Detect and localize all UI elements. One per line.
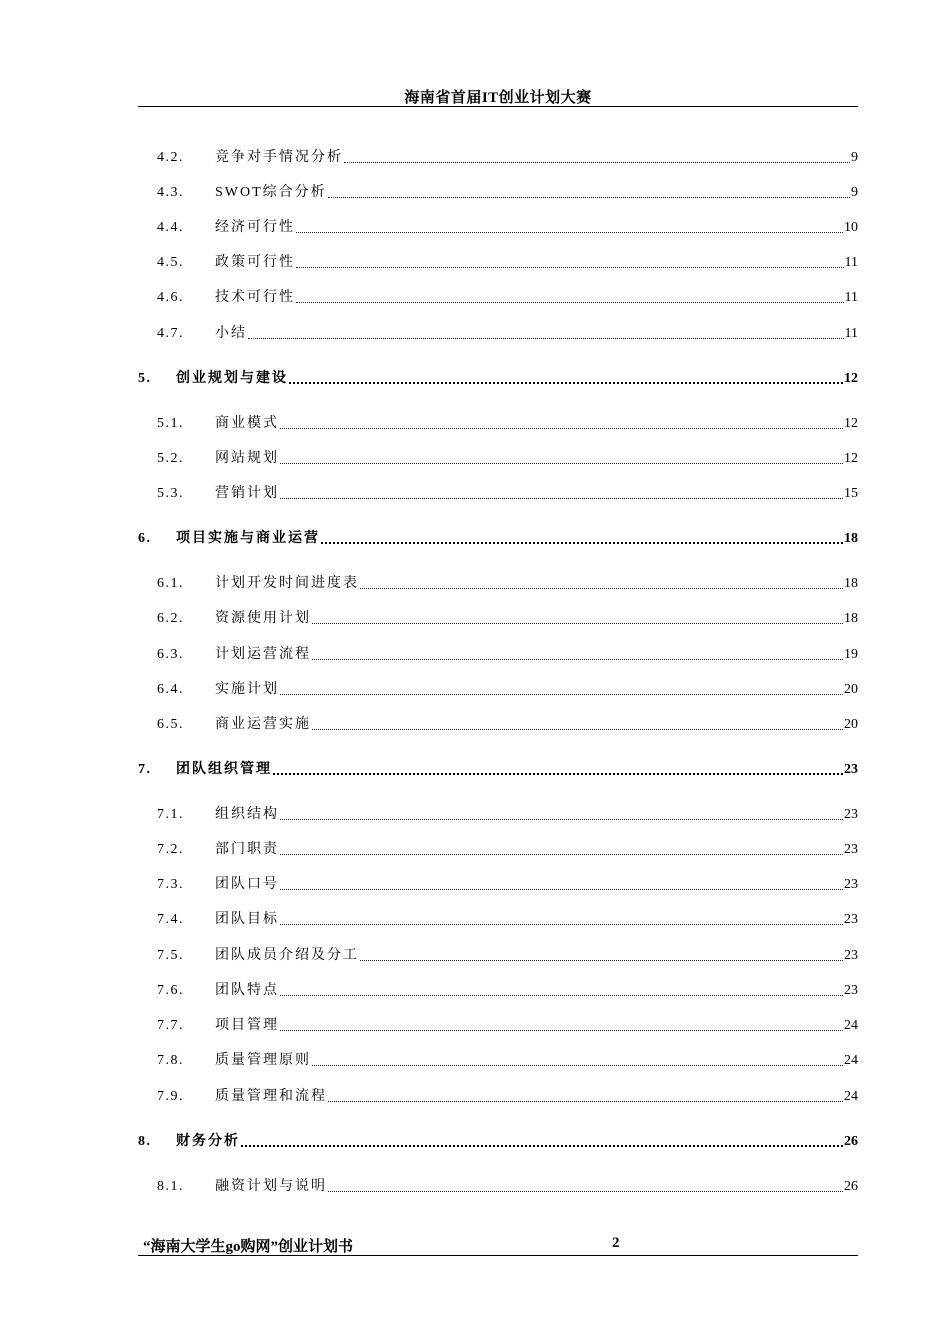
toc-section-entry[interactable] xyxy=(157,183,858,203)
toc-entry-page: 20 xyxy=(844,717,858,732)
toc-entry-title: 项目实施与商业运营 xyxy=(176,531,320,546)
toc-entry-title: 实施计划 xyxy=(215,682,279,697)
toc-dot-leader xyxy=(296,267,844,268)
toc-entry-title: 创业规划与建设 xyxy=(176,371,288,386)
toc-entry-title: 项目管理 xyxy=(215,1018,279,1033)
toc-entry-number: 7.3. xyxy=(157,877,184,892)
toc-entry-page: 23 xyxy=(844,807,858,822)
toc-entry-page: 24 xyxy=(844,1053,858,1068)
toc-entry-title: 计划开发时间进度表 xyxy=(215,576,359,591)
toc-section-entry[interactable] xyxy=(157,218,858,238)
toc-dot-leader xyxy=(312,623,843,624)
toc-dot-leader xyxy=(280,995,843,996)
toc-section-entry[interactable] xyxy=(157,574,858,594)
toc-entry-page: 23 xyxy=(844,842,858,857)
toc-entry-title: 资源使用计划 xyxy=(215,611,311,626)
toc-dot-leader xyxy=(328,1191,843,1192)
toc-dot-leader xyxy=(280,1030,843,1031)
toc-entry-page: 20 xyxy=(844,682,858,697)
toc-entry-number: 4.2. xyxy=(157,150,184,165)
toc-entry-number: 7.4. xyxy=(157,912,184,927)
toc-section-entry[interactable] xyxy=(157,449,858,469)
toc-entry-title: 融资计划与说明 xyxy=(215,1179,327,1194)
toc-entry-title: 团队成员介绍及分工 xyxy=(215,948,359,963)
toc-entry-page: 23 xyxy=(844,877,858,892)
toc-dot-leader xyxy=(321,542,843,544)
toc-entry-title: 团队口号 xyxy=(215,877,279,892)
toc-entry-title: 经济可行性 xyxy=(215,220,295,235)
toc-entry-number: 4.5. xyxy=(157,255,184,270)
toc-entry-page: 15 xyxy=(844,486,858,501)
toc-dot-leader xyxy=(280,694,843,695)
toc-entry-page: 26 xyxy=(844,1134,858,1149)
toc-entry-title: 网站规划 xyxy=(215,451,279,466)
toc-entry-page: 18 xyxy=(844,576,858,591)
toc-entry-number: 8. xyxy=(138,1134,152,1149)
toc-section-entry[interactable] xyxy=(157,324,858,344)
toc-entry-title: 商业模式 xyxy=(215,416,279,431)
footer-doc-title: “海南大学生go购网”创业计划书 xyxy=(143,1239,354,1255)
toc-section-entry[interactable] xyxy=(157,253,858,273)
toc-entry-page: 12 xyxy=(844,416,858,431)
toc-dot-leader xyxy=(280,854,843,855)
toc-chapter-entry[interactable] xyxy=(138,1132,858,1152)
toc-entry-number: 7.2. xyxy=(157,842,184,857)
toc-section-entry[interactable] xyxy=(157,484,858,504)
toc-entry-title: 营销计划 xyxy=(215,486,279,501)
toc-dot-leader xyxy=(360,588,843,589)
toc-entry-number: 7.6. xyxy=(157,983,184,998)
footer-page-number: 2 xyxy=(612,1235,620,1251)
toc-dot-leader xyxy=(248,338,844,339)
toc-entry-title: 商业运营实施 xyxy=(215,717,311,732)
toc-entry-page: 23 xyxy=(844,983,858,998)
toc-entry-page: 24 xyxy=(844,1089,858,1104)
toc-entry-page: 23 xyxy=(844,912,858,927)
toc-entry-number: 5. xyxy=(138,371,152,386)
toc-dot-leader xyxy=(328,197,850,198)
toc-entry-page: 9 xyxy=(851,150,858,165)
toc-dot-leader xyxy=(344,162,850,163)
toc-entry-title: 团队目标 xyxy=(215,912,279,927)
toc-section-entry[interactable] xyxy=(157,1016,858,1036)
toc-section-entry[interactable] xyxy=(157,981,858,1001)
toc-section-entry[interactable] xyxy=(157,680,858,700)
toc-dot-leader xyxy=(296,302,844,303)
toc-entry-page: 23 xyxy=(844,948,858,963)
toc-section-entry[interactable] xyxy=(157,609,858,629)
toc-entry-title: 质量管理和流程 xyxy=(215,1089,327,1104)
toc-dot-leader xyxy=(312,729,843,730)
toc-entry-number: 6. xyxy=(138,531,152,546)
toc-entry-number: 8.1. xyxy=(157,1179,184,1194)
toc-entry-number: 7.7. xyxy=(157,1018,184,1033)
toc-entry-title: SWOT综合分析 xyxy=(215,185,327,200)
toc-section-entry[interactable] xyxy=(157,1177,858,1197)
toc-entry-number: 4.7. xyxy=(157,326,184,341)
toc-entry-title: 部门职责 xyxy=(215,842,279,857)
toc-entry-number: 6.2. xyxy=(157,611,184,626)
toc-entry-title: 技术可行性 xyxy=(215,290,295,305)
toc-entry-page: 26 xyxy=(844,1179,858,1194)
toc-dot-leader xyxy=(312,659,843,660)
toc-entry-page: 11 xyxy=(844,326,858,341)
toc-entry-page: 23 xyxy=(844,762,858,777)
toc-entry-page: 10 xyxy=(844,220,858,235)
toc-entry-number: 4.4. xyxy=(157,220,184,235)
toc-entry-number: 7. xyxy=(138,762,152,777)
toc-entry-page: 12 xyxy=(844,371,858,386)
toc-dot-leader xyxy=(280,819,843,820)
toc-section-entry[interactable] xyxy=(157,645,858,665)
toc-dot-leader xyxy=(289,382,843,384)
toc-entry-number: 7.8. xyxy=(157,1053,184,1068)
toc-dot-leader xyxy=(360,960,843,961)
toc-dot-leader xyxy=(312,1065,843,1066)
toc-dot-leader xyxy=(273,773,843,775)
toc-entry-title: 质量管理原则 xyxy=(215,1053,311,1068)
toc-dot-leader xyxy=(280,889,843,890)
toc-entry-number: 6.3. xyxy=(157,647,184,662)
toc-section-entry[interactable] xyxy=(157,910,858,930)
toc-dot-leader xyxy=(328,1101,843,1102)
toc-chapter-entry[interactable] xyxy=(138,760,858,780)
toc-entry-number: 6.1. xyxy=(157,576,184,591)
toc-entry-number: 7.9. xyxy=(157,1089,184,1104)
toc-entry-page: 18 xyxy=(844,611,858,626)
toc-chapter-entry[interactable] xyxy=(138,369,858,389)
toc-entry-number: 4.6. xyxy=(157,290,184,305)
toc-section-entry[interactable] xyxy=(157,805,858,825)
toc-entry-number: 5.1. xyxy=(157,416,184,431)
toc-section-entry[interactable] xyxy=(157,1087,858,1107)
header-title: 海南省首届IT创业计划大赛 xyxy=(404,90,592,106)
toc-entry-page: 11 xyxy=(844,255,858,270)
toc-chapter-entry[interactable] xyxy=(138,529,858,549)
toc-entry-number: 6.5. xyxy=(157,717,184,732)
toc-entry-title: 竞争对手情况分析 xyxy=(215,150,343,165)
toc-dot-leader xyxy=(280,428,843,429)
toc-entry-page: 12 xyxy=(844,451,858,466)
toc-entry-page: 19 xyxy=(844,647,858,662)
toc-section-entry[interactable] xyxy=(157,288,858,308)
toc-dot-leader xyxy=(280,463,843,464)
toc-section-entry[interactable] xyxy=(157,715,858,735)
toc-entry-title: 团队组织管理 xyxy=(176,762,272,777)
toc-section-entry[interactable] xyxy=(157,1051,858,1071)
toc-entry-page: 11 xyxy=(844,290,858,305)
toc-entry-number: 7.1. xyxy=(157,807,184,822)
toc-entry-number: 5.2. xyxy=(157,451,184,466)
toc-entry-title: 组织结构 xyxy=(215,807,279,822)
toc-section-entry[interactable] xyxy=(157,148,858,168)
toc-entry-page: 9 xyxy=(851,185,858,200)
toc-section-entry[interactable] xyxy=(157,840,858,860)
toc-entry-number: 4.3. xyxy=(157,185,184,200)
toc-dot-leader xyxy=(280,498,843,499)
toc-entry-title: 财务分析 xyxy=(176,1134,240,1149)
toc-entry-title: 小结 xyxy=(215,326,247,341)
toc-entry-title: 政策可行性 xyxy=(215,255,295,270)
toc-section-entry[interactable] xyxy=(157,946,858,966)
toc-entry-title: 团队特点 xyxy=(215,983,279,998)
toc-section-entry[interactable] xyxy=(157,414,858,434)
toc-entry-number: 7.5. xyxy=(157,948,184,963)
toc-entry-title: 计划运营流程 xyxy=(215,647,311,662)
footer-rule xyxy=(138,1255,858,1256)
toc-entry-page: 24 xyxy=(844,1018,858,1033)
toc-dot-leader xyxy=(296,232,843,233)
toc-entry-page: 18 xyxy=(844,531,858,546)
toc-section-entry[interactable] xyxy=(157,875,858,895)
toc-dot-leader xyxy=(280,924,843,925)
toc-dot-leader xyxy=(241,1145,843,1147)
header-rule xyxy=(138,106,858,107)
toc-entry-number: 5.3. xyxy=(157,486,184,501)
toc-entry-number: 6.4. xyxy=(157,682,184,697)
